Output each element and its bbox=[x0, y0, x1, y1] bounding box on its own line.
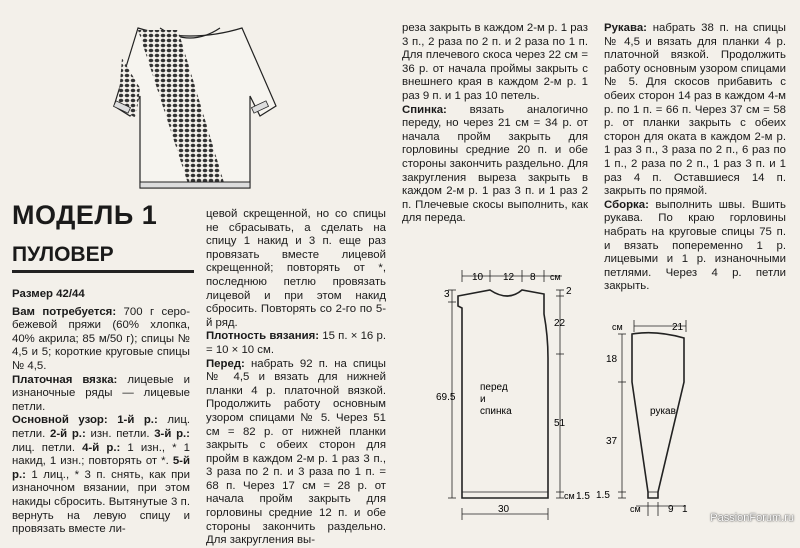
sleeve-hem: 1.5 bbox=[596, 490, 610, 501]
sleeve-cap-height: 18 bbox=[606, 354, 618, 365]
row1-text: лиц. петли. bbox=[12, 414, 191, 440]
front-total-height: 69.5 bbox=[436, 392, 456, 403]
sleeve-bottom-left: 9 bbox=[668, 504, 674, 515]
front-text: набрать 92 п. на спицы № 4,5 и вязать для нижней планки 4 р. платочной вязкой. Продолжить работу основным узором спицами № 5. Через 51 см = 82 р. от нижней планки закрыть с обеих сторон для пройм в каждом 2-м р. 1 раз 3 п., 3 раза по 2 п. и 3 раза по 1 п. = 68 п. Через 17 см = 28 р. от начала пройм закрыть для горловины средние 12 п. и обе стороны закончить раздельно. Для закругления вы- bbox=[206, 357, 386, 547]
pattern-label: Основной узор: bbox=[12, 414, 108, 427]
sleeve-schematic bbox=[596, 316, 796, 522]
front-top-width-3: 8 bbox=[530, 272, 536, 283]
page-subtitle: ПУЛОВЕР bbox=[12, 243, 114, 266]
garter-text: лицевые и изнаночные ряды — лицевые петли. bbox=[12, 373, 190, 413]
sleeve-label: рукав bbox=[650, 406, 676, 417]
materials-text: 700 г серо-бежевой пряжи (60% хлопка, 40% акрила; 85 м/50 г); спицы № 4,5 и 5; короткие круговые спицы № 4,5. bbox=[12, 305, 190, 372]
column-4 bbox=[604, 22, 786, 294]
row5-text: 1 лиц., * 3 п. снять, как при изнаночном вязании, при этом накиды сбросить. Вытянутые 3 п. вернуть на левую спицу и провязать вместе ли- bbox=[12, 468, 191, 536]
sleeve-top-unit: см bbox=[612, 322, 623, 332]
row2-label: 2-й р.: bbox=[49, 427, 86, 440]
sleeve-bottom-right: 1 bbox=[682, 504, 688, 515]
front-hem-unit: см bbox=[564, 491, 575, 501]
front-back-schematic bbox=[398, 266, 598, 522]
sleeves-text: набрать 38 п. на спицы № 4,5 и вязать для планки 4 р. платочной вязкой. Продолжить работу основным узором спицами № 5. Для скосов прибавить с обеих сторон 14 раз в каждом 4-м р. по 1 п. = 66 п. Через 37 см = 58 р. от планки закрыть с обеих сторон для оката в каждом 2-м р. 1 раз 3 п., 3 раза по 2 п., 6 раз по 1 п., 2 раза по 2 п., 1 раз 3 п. и 1 раз 4 п. Оставшиеся 14 п. закрыть по прямой. bbox=[604, 22, 786, 198]
front-bottom-width: 30 bbox=[498, 504, 510, 515]
col2-intro: цевой скрещенной, но со спицы не сбрасывать, а сделать на спицу 1 накид и 3 п. еще раз провязать вместе лицевой скрещенной; повторять от *, последнюю петлю провязать лицевой и при этом накид сбросить. Повторять со 2-го по 5-й ряд. bbox=[206, 208, 386, 329]
front-top-width-2: 12 bbox=[503, 272, 515, 283]
row2-text: изн. петли. bbox=[90, 427, 150, 440]
front-label-line2: и bbox=[480, 394, 486, 405]
front-top-width-1: 10 bbox=[472, 272, 484, 283]
garter-label: Платочная вязка: bbox=[12, 373, 118, 386]
materials-label: Вам потребуется: bbox=[12, 305, 117, 318]
watermark: PassionForum.ru bbox=[710, 512, 794, 524]
sleeves-label: Рукава: bbox=[604, 22, 647, 34]
front-armhole-height: 22 bbox=[554, 318, 566, 329]
front-neck-depth-left: 3 bbox=[444, 289, 450, 300]
row4-label: 4-й р.: bbox=[82, 441, 121, 454]
title-underline bbox=[12, 270, 194, 273]
column-2 bbox=[206, 208, 386, 548]
sleeve-body-height: 37 bbox=[606, 436, 618, 447]
column-3 bbox=[402, 22, 588, 226]
front-label-line1: перед bbox=[480, 382, 508, 393]
column-1 bbox=[12, 288, 190, 537]
back-text: вязать аналогично переду, но через 21 см = 34 р. от начала пройм закрыть для горловины средние 20 п. и обе стороны закончить раздельно. Для закругления выреза закрыть в каждом 2-м р. 1 раз 3 п. и 1 раз 2 п. Плечевые скосы выполнить, как для переда. bbox=[402, 103, 588, 225]
row4-text: 1 изн., * 1 накид, 1 изн.; повторять от *. bbox=[12, 441, 190, 468]
front-label-line3: спинка bbox=[480, 406, 512, 417]
assembly-text: выполнить швы. Вшить рукава. По краю горловины набрать на круговые спицы 75 п. и вязать попеременно 1 р. лицевыми и 1 р. изнаночными петлями. Через 4 р. петли закрыть. bbox=[604, 198, 786, 293]
front-neck-depth-right: 2 bbox=[566, 286, 572, 297]
row3-text: лиц. петли. bbox=[12, 441, 76, 454]
size-label: Размер 42/44 bbox=[12, 288, 85, 300]
front-body-height: 51 bbox=[554, 418, 566, 429]
row3-label: 3-й р.: bbox=[154, 427, 190, 440]
sleeve-hem-unit: см bbox=[630, 504, 641, 514]
col3-intro: реза закрыть в каждом 2-м р. 1 раз 3 п., 2 раза по 2 п. и 2 раза по 1 п. Для плечевого скоса через 22 см = 36 р. от начала проймы закрыть с внешнего края в каждом 2-м р. 1 раз 9 п. и 1 раз 10 петель. bbox=[402, 22, 588, 102]
gauge-label: Плотность вязания: bbox=[206, 330, 320, 343]
sleeve-top-width: 21 bbox=[672, 322, 684, 333]
front-label: Перед: bbox=[206, 357, 245, 370]
assembly-label: Сборка: bbox=[604, 198, 649, 211]
front-top-unit: см bbox=[550, 272, 561, 282]
page-title: МОДЕЛЬ 1 bbox=[12, 200, 158, 230]
gauge-text: 15 п. × 16 р. = 10 × 10 см. bbox=[206, 330, 386, 356]
row1-label: 1-й р.: bbox=[117, 414, 158, 427]
sweater-illustration bbox=[100, 18, 280, 196]
row5-label: 5-й р.: bbox=[12, 455, 190, 481]
back-label: Спинка: bbox=[402, 103, 447, 116]
front-hem: 1.5 bbox=[576, 491, 590, 502]
